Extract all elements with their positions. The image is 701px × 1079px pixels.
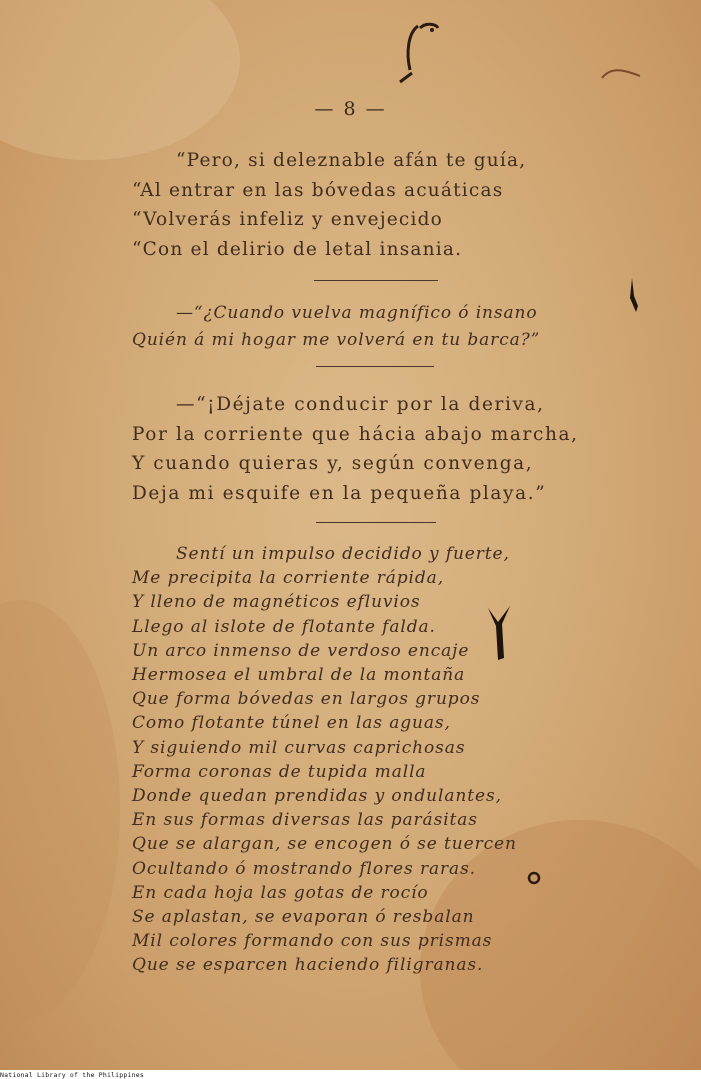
- page-number: — 8 —: [314, 98, 387, 120]
- verse-line: Por la corriente que hácia abajo marcha,: [132, 423, 579, 445]
- section-divider: [314, 280, 438, 281]
- verse-line: Sentí un impulso decidido y fuerte,: [176, 544, 510, 564]
- verse-line: Me precipita la corriente rápida,: [132, 568, 445, 589]
- verse-line: Y siguiendo mil curvas caprichosas: [132, 737, 466, 758]
- verse-line: “Volverás infeliz y envejecido: [132, 209, 443, 230]
- ink-scribble-mark: [388, 18, 448, 88]
- verse-line: “Al entrar en las bóvedas acuáticas: [132, 179, 504, 201]
- ink-dot-mark: [526, 870, 542, 886]
- verse-line: Se aplastan, se evaporan ó resbalan: [132, 907, 475, 928]
- stanza-2: [132, 300, 540, 354]
- verse-line: “Con el delirio de letal insania.: [132, 238, 463, 260]
- verse-line: Un arco inmenso de verdoso encaje: [132, 640, 470, 661]
- verse-line: Como flotante túnel en las aguas,: [132, 713, 451, 734]
- verse-line: Donde quedan prendidas y ondulantes,: [132, 786, 502, 807]
- paper-stain: [0, 0, 240, 160]
- ink-tick-mark: [600, 64, 644, 84]
- paper-stain: [0, 600, 120, 1020]
- verse-line: Y lleno de magnéticos efluvios: [132, 592, 421, 613]
- stanza-1: [132, 146, 526, 264]
- verse-line: Hermosea el umbral de la montaña: [132, 665, 466, 686]
- section-divider: [316, 366, 434, 367]
- verse-line: Forma coronas de tupida malla: [132, 761, 427, 782]
- verse-line: —“¡Déjate conducir por la deriva,: [176, 394, 545, 415]
- verse-line: Llego al islote de flotante falda.: [132, 616, 436, 637]
- stanza-4: [132, 542, 517, 978]
- verse-line: Deja mi esquife en la pequeña playa.”: [132, 482, 547, 504]
- verse-line: “Pero, si deleznable afán te guía,: [176, 150, 527, 171]
- verse-line: Que forma bóvedas en largos grupos: [132, 689, 481, 710]
- verse-line: Que se alargan, se encogen ó se tuercen: [132, 834, 517, 855]
- verse-line: En sus formas diversas las parásitas: [132, 810, 478, 831]
- verse-line: Ocultando ó mostrando flores raras.: [132, 858, 476, 879]
- verse-line: Y cuando quieras y, según convenga,: [132, 453, 534, 474]
- stanza-3: [132, 390, 579, 508]
- section-divider: [316, 522, 436, 523]
- verse-line: Quién á mi hogar me volverá en tu barca?”: [132, 330, 541, 350]
- footer-credit: National Library of the Philippines: [0, 1071, 144, 1079]
- verse-line: En cada hoja las gotas de rocío: [132, 882, 429, 903]
- verse-line: —“¿Cuando vuelva magnífico ó insano: [176, 303, 538, 323]
- ink-blot-mark: [626, 276, 640, 316]
- verse-line: Que se esparcen haciendo filigranas.: [132, 955, 484, 976]
- verse-line: Mil colores formando con sus prismas: [132, 931, 493, 952]
